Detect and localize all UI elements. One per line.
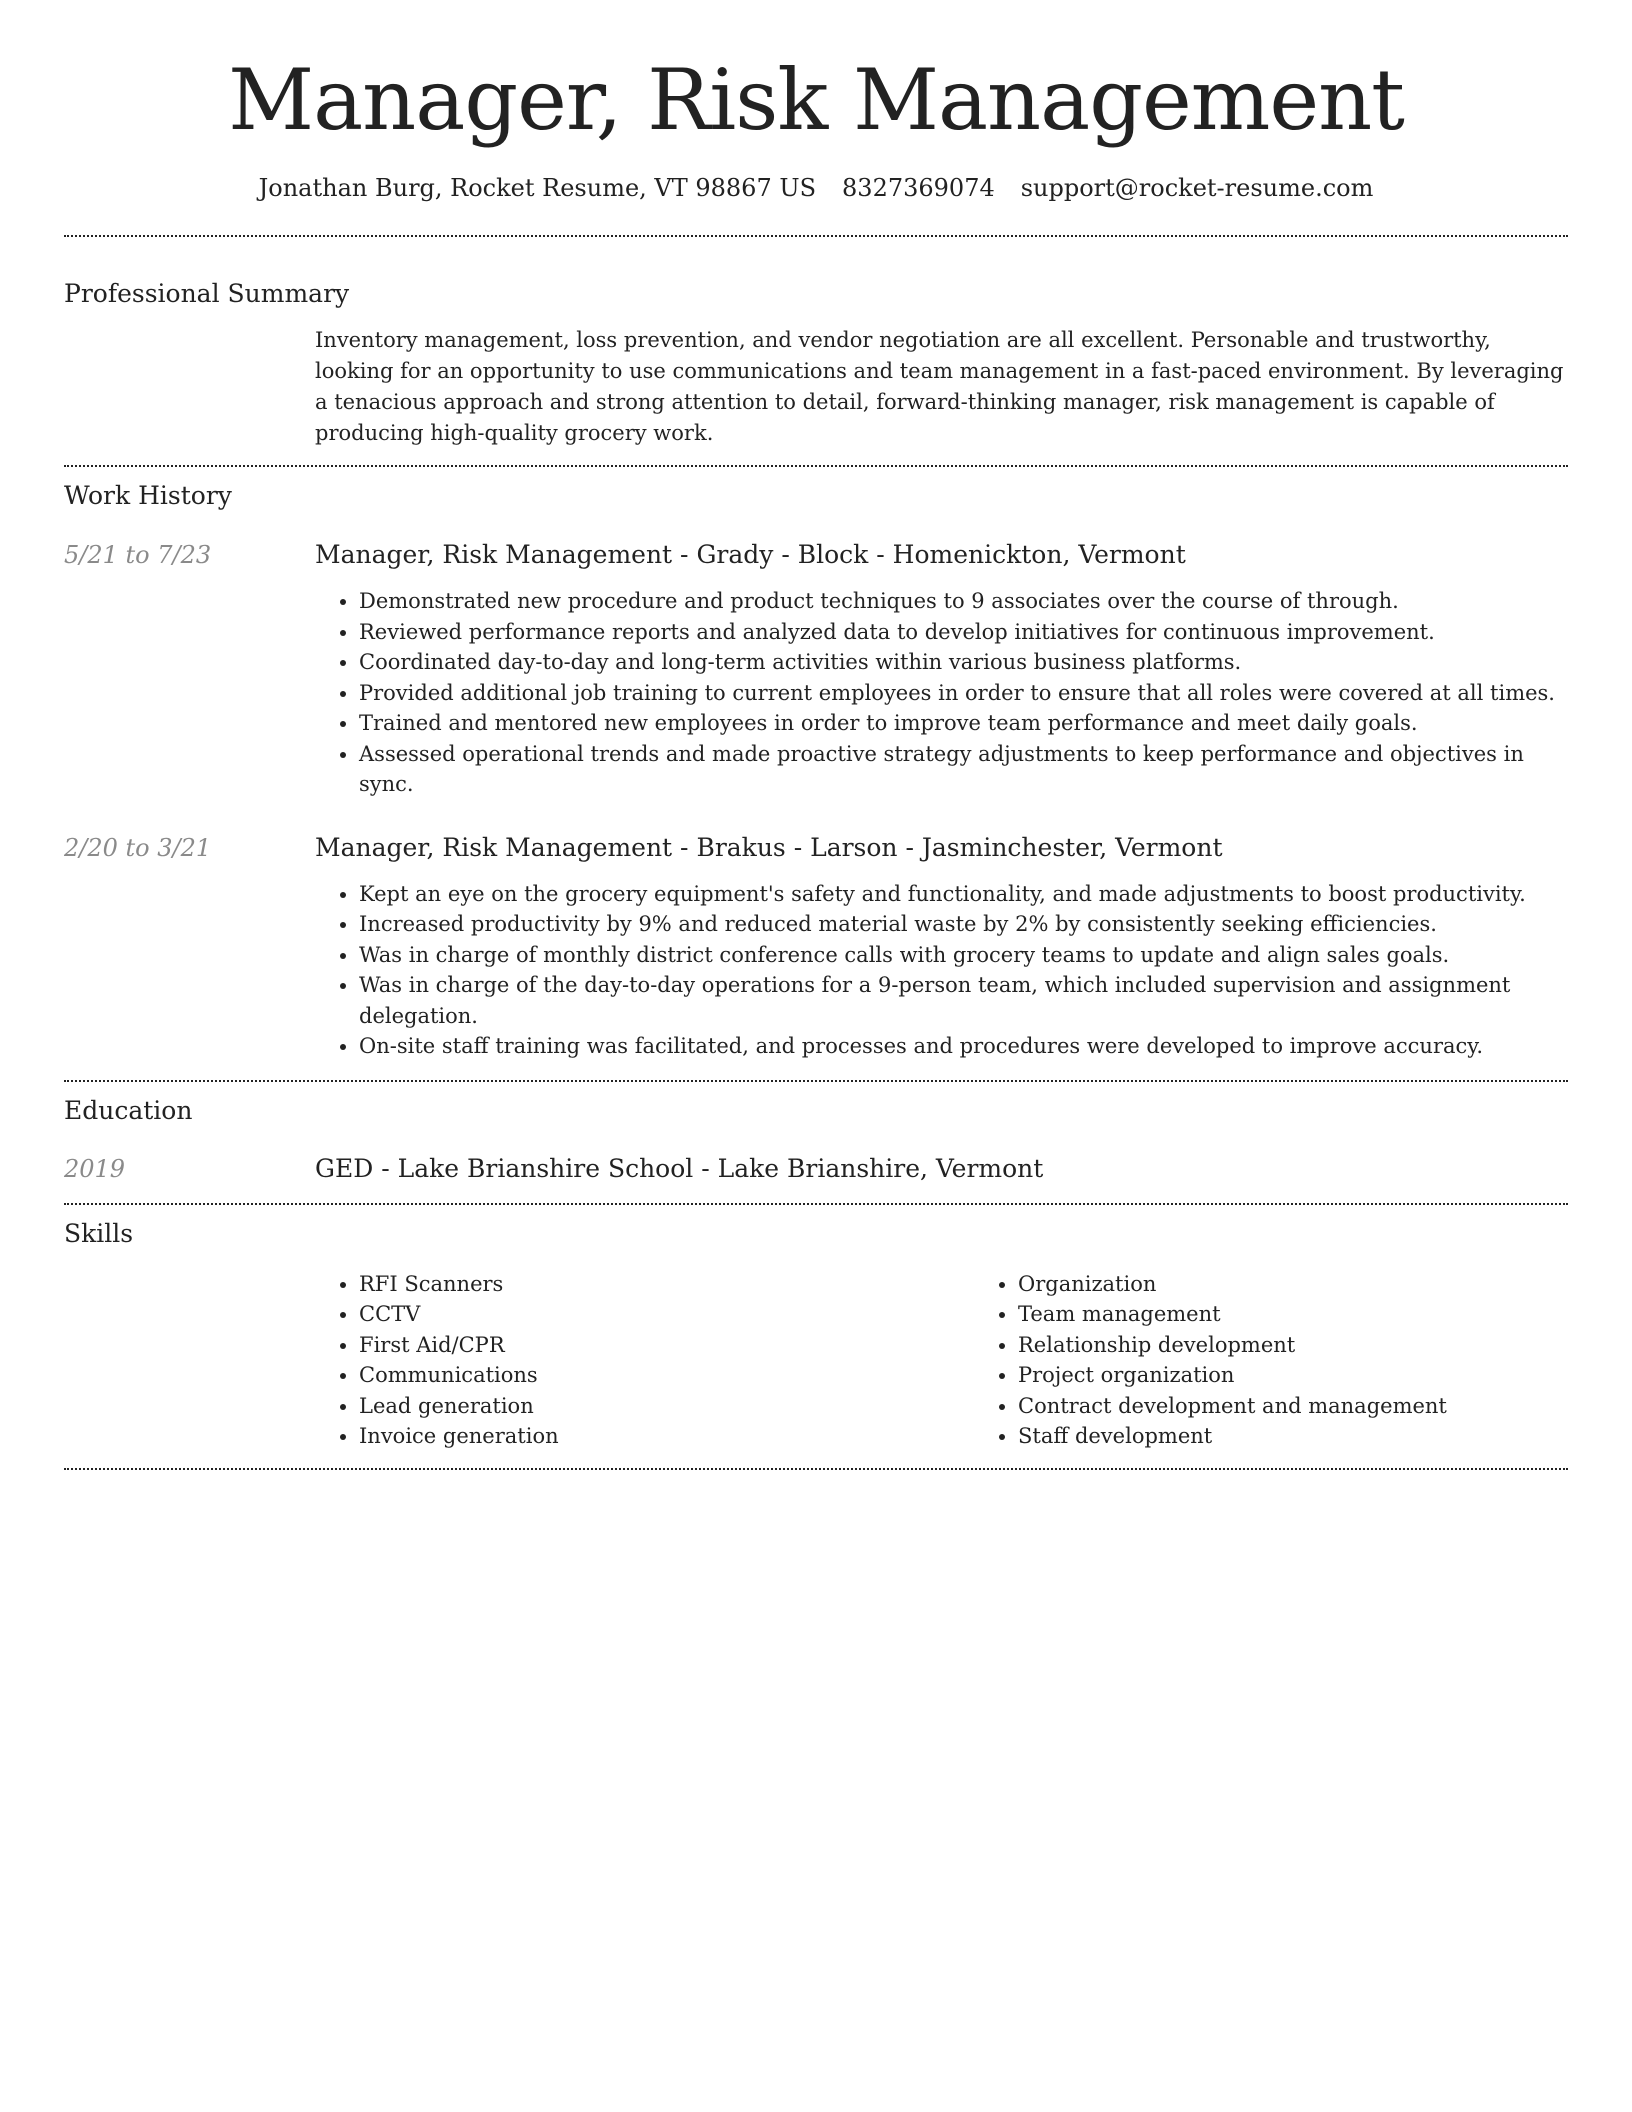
work-history-heading: Work History	[64, 481, 232, 510]
list-item: • Coordinated day-to-day and long-term activities within various business platforms.	[359, 647, 1568, 678]
skill-item: • Staff development	[1018, 1421, 1632, 1452]
job-entry	[64, 538, 1568, 800]
skill-item: • Project organization	[1018, 1360, 1632, 1391]
list-item: • Assessed operational trends and made proactive strategy adjustments to keep performance and objectives in sync.	[359, 739, 1568, 800]
skills-list-left	[315, 1269, 974, 1452]
skill-item: • CCTV	[359, 1299, 974, 1330]
education-year: 2019	[64, 1154, 126, 1183]
education-heading: Education	[64, 1095, 193, 1125]
section-divider	[64, 1468, 1568, 1470]
summary-text: Inventory management, loss prevention, and vendor negotiation are all excellent. Personable and trustworthy, looking for an opportunity to use communications and team management in a fast-paced environment. By leveraging a tenacious approach and strong attention to detail, forward-thinking manager, risk management is capable of producing high-quality grocery work.	[315, 328, 1564, 445]
list-item: • On-site staff training was facilitated, and processes and procedures were developed to improve accuracy.	[359, 1031, 1568, 1062]
job-bullets	[315, 586, 1568, 800]
job-entry	[64, 831, 1568, 1062]
contact-email: support@rocket-resume.com	[1020, 174, 1374, 202]
section-divider	[64, 465, 1568, 467]
list-item: • Was in charge of monthly district conference calls with grocery teams to update and align sales goals.	[359, 940, 1568, 971]
skill-item: • Lead generation	[359, 1391, 974, 1422]
summary-heading: Professional Summary	[64, 279, 350, 308]
skill-item: • Relationship development	[1018, 1330, 1632, 1361]
list-item: • Provided additional job training to current employees in order to ensure that all roles were covered at all times.	[359, 678, 1568, 709]
list-item: • Kept an eye on the grocery equipment's safety and functionality, and made adjustments to boost productivity.	[359, 879, 1568, 910]
section-divider	[64, 1080, 1568, 1082]
skills-heading: Skills	[64, 1218, 134, 1248]
list-item: • Demonstrated new procedure and product techniques to 9 associates over the course of through.	[359, 586, 1568, 617]
list-item: • Increased productivity by 9% and reduced material waste by 2% by consistently seeking efficiencies.	[359, 909, 1568, 940]
education-line: GED - Lake Brianshire School - Lake Brianshire, Vermont	[315, 1153, 1044, 1183]
skill-item: • Communications	[359, 1360, 974, 1391]
summary-row	[64, 325, 1568, 449]
resume-title: Manager, Risk Management	[228, 51, 1404, 149]
job-title: Manager, Risk Management - Grady - Block - Homenickton, Vermont	[315, 540, 1186, 569]
skill-item: • Organization	[1018, 1269, 1632, 1300]
job-dates: 2/20 to 3/21	[64, 833, 212, 862]
skills-row	[64, 1269, 1568, 1452]
skill-item: • Contract development and management	[1018, 1391, 1632, 1422]
list-item: • Reviewed performance reports and analyzed data to develop initiatives for continuous improvement.	[359, 617, 1568, 648]
list-item: • Trained and mentored new employees in order to improve team performance and meet daily goals.	[359, 708, 1568, 739]
education-entry	[64, 1152, 1568, 1186]
skills-list-right	[974, 1269, 1632, 1452]
section-divider	[64, 235, 1568, 237]
list-item: • Was in charge of the day-to-day operations for a 9-person team, which included supervision and assignment delegation.	[359, 970, 1568, 1031]
skill-item: • Invoice generation	[359, 1421, 974, 1452]
skill-item: • RFI Scanners	[359, 1269, 974, 1300]
job-bullets	[315, 879, 1568, 1062]
skill-item: • First Aid/CPR	[359, 1330, 974, 1361]
contact-address: Jonathan Burg, Rocket Resume, VT 98867 US	[258, 174, 817, 202]
job-dates: 5/21 to 7/23	[64, 541, 212, 569]
section-divider	[64, 1203, 1568, 1205]
skill-item: • Team management	[1018, 1299, 1632, 1330]
contact-phone: 8327369074	[842, 174, 995, 202]
contact-line	[64, 171, 1568, 205]
skills-grid	[315, 1269, 1632, 1452]
job-title: Manager, Risk Management - Brakus - Larson - Jasminchester, Vermont	[315, 832, 1223, 862]
